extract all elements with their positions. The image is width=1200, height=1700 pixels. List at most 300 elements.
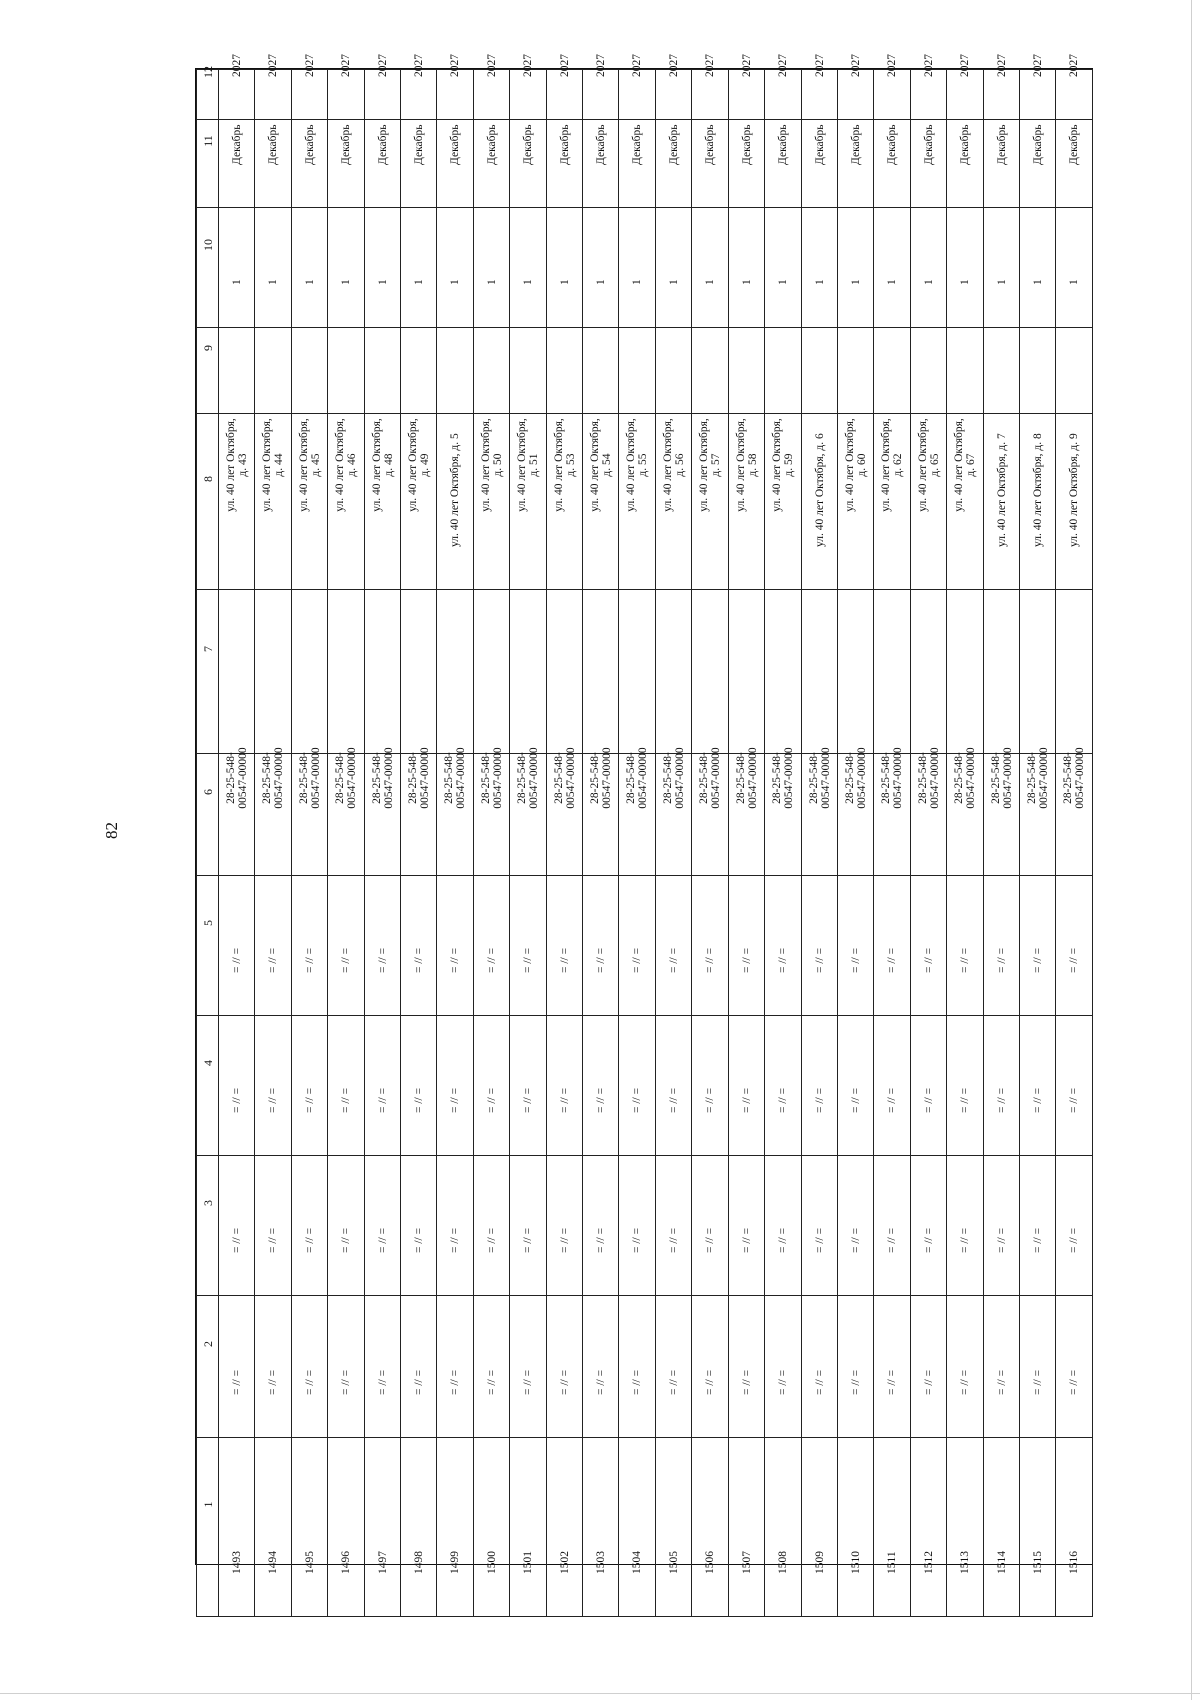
oktmo-code-line: 00547-00000 xyxy=(346,746,359,809)
row-number-cell xyxy=(692,1438,728,1617)
col4-ditto-text: = // = xyxy=(1032,1087,1045,1113)
address-line: д. 51 xyxy=(528,453,541,477)
col4-ditto-text: = // = xyxy=(267,1087,280,1113)
oktmo-code-line: 28-25-548- xyxy=(407,751,420,804)
col2-ditto-text: = // = xyxy=(595,1369,608,1395)
year-text: 2027 xyxy=(1068,53,1081,77)
row-number-cell xyxy=(765,1438,801,1617)
oktmo-code-line: 00547-00000 xyxy=(237,746,250,809)
row-number-text: 1494 xyxy=(267,1550,280,1574)
col2-ditto-text: = // = xyxy=(1068,1369,1081,1395)
oktmo-code-line: 28-25-548- xyxy=(298,751,311,804)
month-text: Декабрь xyxy=(740,124,753,165)
address-line: ул. 40 лет Октября, xyxy=(734,417,747,512)
col2-ditto-text: = // = xyxy=(813,1369,826,1395)
row-number-text: 1513 xyxy=(959,1550,972,1574)
quantity-text: 1 xyxy=(231,278,244,285)
year-text: 2027 xyxy=(922,53,935,77)
row-number-cell xyxy=(401,1438,437,1617)
row-number-cell xyxy=(255,1438,291,1617)
quantity-text: 1 xyxy=(1068,278,1081,285)
month-text: Декабрь xyxy=(558,124,571,165)
row-number-cell xyxy=(619,1438,655,1617)
year-text: 2027 xyxy=(886,53,899,77)
oktmo-code-line: 00547-00000 xyxy=(492,746,505,809)
quantity-text: 1 xyxy=(704,278,717,285)
address-line: ул. 40 лет Октября, xyxy=(225,417,238,512)
oktmo-code-line: 28-25-548- xyxy=(989,751,1002,804)
quantity-text: 1 xyxy=(1032,278,1045,285)
row-number-cell xyxy=(983,1438,1019,1617)
col5-ditto-text: = // = xyxy=(340,947,353,973)
month-text: Декабрь xyxy=(922,124,935,165)
column-number-text: 9 xyxy=(201,345,215,351)
column-number-text: 2 xyxy=(201,1341,215,1347)
col4-ditto-text: = // = xyxy=(376,1087,389,1113)
col3-ditto-text: = // = xyxy=(668,1227,681,1253)
col4-ditto-text: = // = xyxy=(413,1087,426,1113)
row-number-text: 1495 xyxy=(304,1550,317,1574)
quantity-text: 1 xyxy=(813,278,826,285)
col5-ditto-text: = // = xyxy=(1032,947,1045,973)
row-number-cell xyxy=(874,1438,910,1617)
address-line: ул. 40 лет Октября, xyxy=(880,417,893,512)
col2-ditto-text: = // = xyxy=(631,1369,644,1395)
col2-ditto-text: = // = xyxy=(704,1369,717,1395)
row-number-cell xyxy=(947,1438,983,1617)
col5-ditto-text: = // = xyxy=(740,947,753,973)
oktmo-code-line: 00547-00000 xyxy=(965,746,978,809)
oktmo-code-line: 00547-00000 xyxy=(892,746,905,809)
col4-ditto-text: = // = xyxy=(777,1087,790,1113)
month-text: Декабрь xyxy=(813,124,826,165)
oktmo-code-line: 00547-00000 xyxy=(856,746,869,809)
col4-ditto-text: = // = xyxy=(813,1087,826,1113)
column-number-text: 10 xyxy=(201,239,215,251)
address-line: д. 44 xyxy=(273,453,286,477)
row-number-text: 1514 xyxy=(995,1550,1008,1574)
row-number-text: 1502 xyxy=(558,1550,571,1574)
row-number-text: 1508 xyxy=(777,1550,790,1574)
quantity-text: 1 xyxy=(740,278,753,285)
oktmo-code-line: 28-25-548- xyxy=(880,751,893,804)
year-text: 2027 xyxy=(777,53,790,77)
year-text: 2027 xyxy=(486,53,499,77)
row-number-cell xyxy=(546,1438,582,1617)
year-text: 2027 xyxy=(304,53,317,77)
address-line: ул. 40 лет Октября, xyxy=(480,417,493,512)
row-number-cell xyxy=(328,1438,364,1617)
row-number-cell xyxy=(473,1438,509,1617)
row-number-text: 1493 xyxy=(231,1550,244,1574)
row-number-text: 1504 xyxy=(631,1550,644,1574)
column-number-text: 11 xyxy=(201,135,215,147)
address-line: ул. 40 лет Октября, д. 7 xyxy=(995,432,1008,547)
address-line: д. 54 xyxy=(601,453,614,477)
quantity-text: 1 xyxy=(486,278,499,285)
row-number-text: 1506 xyxy=(704,1550,717,1574)
row-number-text: 1500 xyxy=(486,1550,499,1574)
oktmo-code-line: 28-25-548- xyxy=(370,751,383,804)
quantity-text: 1 xyxy=(340,278,353,285)
col4-ditto-text: = // = xyxy=(522,1087,535,1113)
col2-ditto-text: = // = xyxy=(922,1369,935,1395)
page-number-text: 82 xyxy=(102,822,121,839)
col2-ditto-text: = // = xyxy=(449,1369,462,1395)
oktmo-code-line: 28-25-548- xyxy=(662,751,675,804)
address-line: ул. 40 лет Октября, д. 5 xyxy=(449,432,462,547)
address-line: д. 57 xyxy=(710,453,723,477)
address-line: ул. 40 лет Октября, д. 8 xyxy=(1032,432,1045,547)
register-table-container xyxy=(195,53,1093,1574)
address-line: ул. 40 лет Октября, д. 6 xyxy=(813,432,826,547)
address-line: д. 43 xyxy=(237,453,250,477)
oktmo-code-line: 28-25-548- xyxy=(225,751,238,804)
oktmo-code-line: 28-25-548- xyxy=(807,751,820,804)
month-text: Декабрь xyxy=(304,124,317,165)
col4-ditto-text: = // = xyxy=(631,1087,644,1113)
year-text: 2027 xyxy=(340,53,353,77)
address-line: д. 50 xyxy=(492,453,505,477)
col5-ditto-text: = // = xyxy=(813,947,826,973)
col3-ditto-text: = // = xyxy=(777,1227,790,1253)
month-text: Декабрь xyxy=(850,124,863,165)
col4-ditto-text: = // = xyxy=(449,1087,462,1113)
address-line: ул. 40 лет Октября, xyxy=(334,417,347,512)
column-number-text: 12 xyxy=(201,66,215,78)
address-line: ул. 40 лет Октября, xyxy=(771,417,784,512)
quantity-text: 1 xyxy=(449,278,462,285)
oktmo-code-line: 28-25-548- xyxy=(625,751,638,804)
column-number-header xyxy=(197,1438,219,1617)
month-text: Декабрь xyxy=(668,124,681,165)
col4-ditto-text: = // = xyxy=(850,1087,863,1113)
col3-ditto-text: = // = xyxy=(631,1227,644,1253)
col3-ditto-text: = // = xyxy=(850,1227,863,1253)
oktmo-code-line: 28-25-548- xyxy=(844,751,857,804)
col5-ditto-text: = // = xyxy=(959,947,972,973)
row-number-cell xyxy=(510,1438,546,1617)
col5-ditto-text: = // = xyxy=(449,947,462,973)
address-line: д. 45 xyxy=(310,453,323,477)
month-text: Декабрь xyxy=(522,124,535,165)
month-text: Декабрь xyxy=(704,124,717,165)
address-line: ул. 40 лет Октября, xyxy=(261,417,274,512)
row-number-text: 1505 xyxy=(668,1550,681,1574)
col5-ditto-text: = // = xyxy=(995,947,1008,973)
month-text: Декабрь xyxy=(1068,124,1081,165)
address-line: д. 53 xyxy=(564,453,577,477)
row-number-text: 1496 xyxy=(340,1550,353,1574)
column-number-text: 6 xyxy=(201,789,215,795)
col4-ditto-text: = // = xyxy=(486,1087,499,1113)
year-text: 2027 xyxy=(449,53,462,77)
month-text: Декабрь xyxy=(449,124,462,165)
col4-ditto-text: = // = xyxy=(959,1087,972,1113)
address-line: ул. 40 лет Октября, xyxy=(916,417,929,512)
row-number-cell xyxy=(728,1438,764,1617)
oktmo-code-line: 00547-00000 xyxy=(746,746,759,809)
quantity-text: 1 xyxy=(413,278,426,285)
column-number-header xyxy=(197,414,219,590)
address-line: ул. 40 лет Октября, xyxy=(516,417,529,512)
quantity-text: 1 xyxy=(850,278,863,285)
col2-ditto-text: = // = xyxy=(740,1369,753,1395)
page-edge-right xyxy=(1191,0,1192,1700)
page-edge-bottom xyxy=(0,1693,1200,1694)
col3-ditto-text: = // = xyxy=(995,1227,1008,1253)
col5-ditto-text: = // = xyxy=(558,947,571,973)
col3-ditto-text: = // = xyxy=(704,1227,717,1253)
year-text: 2027 xyxy=(267,53,280,77)
row-number-cell xyxy=(910,1438,946,1617)
address-line: д. 55 xyxy=(637,453,650,477)
address-line: д. 58 xyxy=(746,453,759,477)
column-number-header xyxy=(197,590,219,754)
address-line: д. 62 xyxy=(892,453,905,477)
col4-ditto-text: = // = xyxy=(886,1087,899,1113)
col2-ditto-text: = // = xyxy=(231,1369,244,1395)
col5-ditto-text: = // = xyxy=(631,947,644,973)
col3-ditto-text: = // = xyxy=(740,1227,753,1253)
col3-ditto-text: = // = xyxy=(486,1227,499,1253)
address-line: д. 46 xyxy=(346,453,359,477)
row-number-cell xyxy=(655,1438,691,1617)
col5-ditto-text: = // = xyxy=(704,947,717,973)
page-number xyxy=(100,815,124,855)
row-number-cell xyxy=(291,1438,327,1617)
col3-ditto-text: = // = xyxy=(959,1227,972,1253)
col3-ditto-text: = // = xyxy=(267,1227,280,1253)
col4-ditto-text: = // = xyxy=(1068,1087,1081,1113)
row-number-text: 1503 xyxy=(595,1550,608,1574)
month-text: Декабрь xyxy=(486,124,499,165)
col2-ditto-text: = // = xyxy=(267,1369,280,1395)
col4-ditto-text: = // = xyxy=(595,1087,608,1113)
row-number-text: 1515 xyxy=(1032,1550,1045,1574)
year-text: 2027 xyxy=(740,53,753,77)
oktmo-code-line: 00547-00000 xyxy=(601,746,614,809)
year-text: 2027 xyxy=(959,53,972,77)
oktmo-code-line: 28-25-548- xyxy=(480,751,493,804)
month-text: Декабрь xyxy=(231,124,244,165)
address-line: д. 49 xyxy=(419,453,432,477)
row-number-cell xyxy=(219,1438,255,1617)
col2-ditto-text: = // = xyxy=(668,1369,681,1395)
col5-ditto-text: = // = xyxy=(595,947,608,973)
address-line: ул. 40 лет Октября, xyxy=(370,417,383,512)
year-text: 2027 xyxy=(595,53,608,77)
col2-ditto-text: = // = xyxy=(340,1369,353,1395)
oktmo-code-line: 00547-00000 xyxy=(710,746,723,809)
col3-ditto-text: = // = xyxy=(340,1227,353,1253)
address-line: д. 65 xyxy=(928,453,941,477)
col4-ditto-text: = // = xyxy=(558,1087,571,1113)
month-text: Декабрь xyxy=(631,124,644,165)
column-number-text: 1 xyxy=(201,1501,215,1508)
band-col-1 xyxy=(197,1438,1093,1617)
row-number-text: 1510 xyxy=(850,1550,863,1574)
month-text: Декабрь xyxy=(995,124,1008,165)
oktmo-code-line: 28-25-548- xyxy=(1026,751,1039,804)
col3-ditto-text: = // = xyxy=(1032,1227,1045,1253)
row-number-text: 1511 xyxy=(886,1551,899,1574)
quantity-text: 1 xyxy=(631,278,644,285)
oktmo-code-line: 00547-00000 xyxy=(1038,746,1051,809)
oktmo-code-line: 28-25-548- xyxy=(443,751,456,804)
col4-ditto-text: = // = xyxy=(340,1087,353,1113)
oktmo-code-line: 00547-00000 xyxy=(419,746,432,809)
column-number-text: 3 xyxy=(201,1200,215,1206)
oktmo-code-line: 00547-00000 xyxy=(928,746,941,809)
col4-ditto-text: = // = xyxy=(995,1087,1008,1113)
col4-ditto-text: = // = xyxy=(668,1087,681,1113)
month-text: Декабрь xyxy=(886,124,899,165)
col3-ditto-text: = // = xyxy=(376,1227,389,1253)
year-text: 2027 xyxy=(995,53,1008,77)
row-number-text: 1497 xyxy=(376,1550,389,1574)
oktmo-code-line: 00547-00000 xyxy=(310,746,323,809)
row-number-text: 1516 xyxy=(1068,1550,1081,1574)
year-text: 2027 xyxy=(558,53,571,77)
address-line: ул. 40 лет Октября, xyxy=(662,417,675,512)
col5-ditto-text: = // = xyxy=(777,947,790,973)
oktmo-code-line: 00547-00000 xyxy=(783,746,796,809)
year-text: 2027 xyxy=(813,53,826,77)
oktmo-code-line: 28-25-548- xyxy=(916,751,929,804)
address-line: ул. 40 лет Октября, xyxy=(552,417,565,512)
address-line: ул. 40 лет Октября, xyxy=(953,417,966,512)
row-number-text: 1507 xyxy=(740,1550,753,1574)
col3-ditto-text: = // = xyxy=(304,1227,317,1253)
col5-ditto-text: = // = xyxy=(231,947,244,973)
col3-ditto-text: = // = xyxy=(522,1227,535,1253)
col2-ditto-text: = // = xyxy=(777,1369,790,1395)
address-line: ул. 40 лет Октября, xyxy=(625,417,638,512)
quantity-text: 1 xyxy=(267,278,280,285)
oktmo-code-line: 28-25-548- xyxy=(771,751,784,804)
month-text: Декабрь xyxy=(376,124,389,165)
month-text: Декабрь xyxy=(340,124,353,165)
quantity-text: 1 xyxy=(595,278,608,285)
month-text: Декабрь xyxy=(777,124,790,165)
oktmo-code-line: 28-25-548- xyxy=(261,751,274,804)
col3-ditto-text: = // = xyxy=(886,1227,899,1253)
year-text: 2027 xyxy=(376,53,389,77)
col2-ditto-text: = // = xyxy=(850,1369,863,1395)
year-text: 2027 xyxy=(850,53,863,77)
row-number-cell xyxy=(1056,1438,1092,1617)
col2-ditto-text: = // = xyxy=(959,1369,972,1395)
year-text: 2027 xyxy=(631,53,644,77)
quantity-text: 1 xyxy=(995,278,1008,285)
address-line: д. 59 xyxy=(783,453,796,477)
col5-ditto-text: = // = xyxy=(1068,947,1081,973)
oktmo-code-line: 00547-00000 xyxy=(528,746,541,809)
address-line: ул. 40 лет Октября, д. 9 xyxy=(1068,432,1081,547)
col3-ditto-text: = // = xyxy=(813,1227,826,1253)
row-number-text: 1498 xyxy=(413,1550,426,1574)
row-number-text: 1509 xyxy=(813,1550,826,1574)
col5-ditto-text: = // = xyxy=(304,947,317,973)
year-text: 2027 xyxy=(668,53,681,77)
quantity-text: 1 xyxy=(886,278,899,285)
oktmo-code-line: 00547-00000 xyxy=(674,746,687,809)
month-text: Декабрь xyxy=(595,124,608,165)
column-number-text: 7 xyxy=(201,646,215,652)
quantity-text: 1 xyxy=(558,278,571,285)
col5-ditto-text: = // = xyxy=(522,947,535,973)
oktmo-code-line: 00547-00000 xyxy=(819,746,832,809)
quantity-text: 1 xyxy=(522,278,535,285)
col2-ditto-text: = // = xyxy=(486,1369,499,1395)
col3-ditto-text: = // = xyxy=(413,1227,426,1253)
oktmo-code-line: 00547-00000 xyxy=(455,746,468,809)
year-text: 2027 xyxy=(522,53,535,77)
col5-ditto-text: = // = xyxy=(376,947,389,973)
col4-ditto-text: = // = xyxy=(704,1087,717,1113)
col3-ditto-text: = // = xyxy=(1068,1227,1081,1253)
oktmo-code-line: 28-25-548- xyxy=(953,751,966,804)
col4-ditto-text: = // = xyxy=(740,1087,753,1113)
row-number-text: 1512 xyxy=(922,1550,935,1574)
oktmo-code-line: 00547-00000 xyxy=(1001,746,1014,809)
register-table xyxy=(196,53,1093,1617)
col3-ditto-text: = // = xyxy=(449,1227,462,1253)
row-number-text: 1501 xyxy=(522,1550,535,1574)
year-text: 2027 xyxy=(413,53,426,77)
col5-ditto-text: = // = xyxy=(267,947,280,973)
quantity-text: 1 xyxy=(376,278,389,285)
oktmo-code-line: 28-25-548- xyxy=(698,751,711,804)
column-number-text: 4 xyxy=(201,1060,215,1066)
address-line: д. 56 xyxy=(674,453,687,477)
row-number-cell xyxy=(1019,1438,1055,1617)
row-number-cell xyxy=(583,1438,619,1617)
col5-ditto-text: = // = xyxy=(922,947,935,973)
oktmo-code-line: 00547-00000 xyxy=(273,746,286,809)
address-line: д. 60 xyxy=(856,453,869,477)
col2-ditto-text: = // = xyxy=(558,1369,571,1395)
col2-ditto-text: = // = xyxy=(886,1369,899,1395)
month-text: Декабрь xyxy=(959,124,972,165)
year-text: 2027 xyxy=(231,53,244,77)
col4-ditto-text: = // = xyxy=(304,1087,317,1113)
row-number-text: 1499 xyxy=(449,1550,462,1574)
quantity-text: 1 xyxy=(777,278,790,285)
oktmo-code-line: 28-25-548- xyxy=(552,751,565,804)
col3-ditto-text: = // = xyxy=(922,1227,935,1253)
row-number-cell xyxy=(801,1438,837,1617)
column-number-text: 5 xyxy=(201,920,215,926)
col3-ditto-text: = // = xyxy=(231,1227,244,1253)
col5-ditto-text: = // = xyxy=(886,947,899,973)
quantity-text: 1 xyxy=(304,278,317,285)
col4-ditto-text: = // = xyxy=(231,1087,244,1113)
oktmo-code-line: 00547-00000 xyxy=(637,746,650,809)
oktmo-code-line: 28-25-548- xyxy=(334,751,347,804)
address-line: д. 67 xyxy=(965,453,978,477)
col2-ditto-text: = // = xyxy=(376,1369,389,1395)
oktmo-code-line: 28-25-548- xyxy=(516,751,529,804)
year-text: 2027 xyxy=(704,53,717,77)
quantity-text: 1 xyxy=(668,278,681,285)
col3-ditto-text: = // = xyxy=(595,1227,608,1253)
month-text: Декабрь xyxy=(1032,124,1045,165)
col2-ditto-text: = // = xyxy=(995,1369,1008,1395)
address-line: ул. 40 лет Октября, xyxy=(589,417,602,512)
oktmo-code-line: 28-25-548- xyxy=(589,751,602,804)
